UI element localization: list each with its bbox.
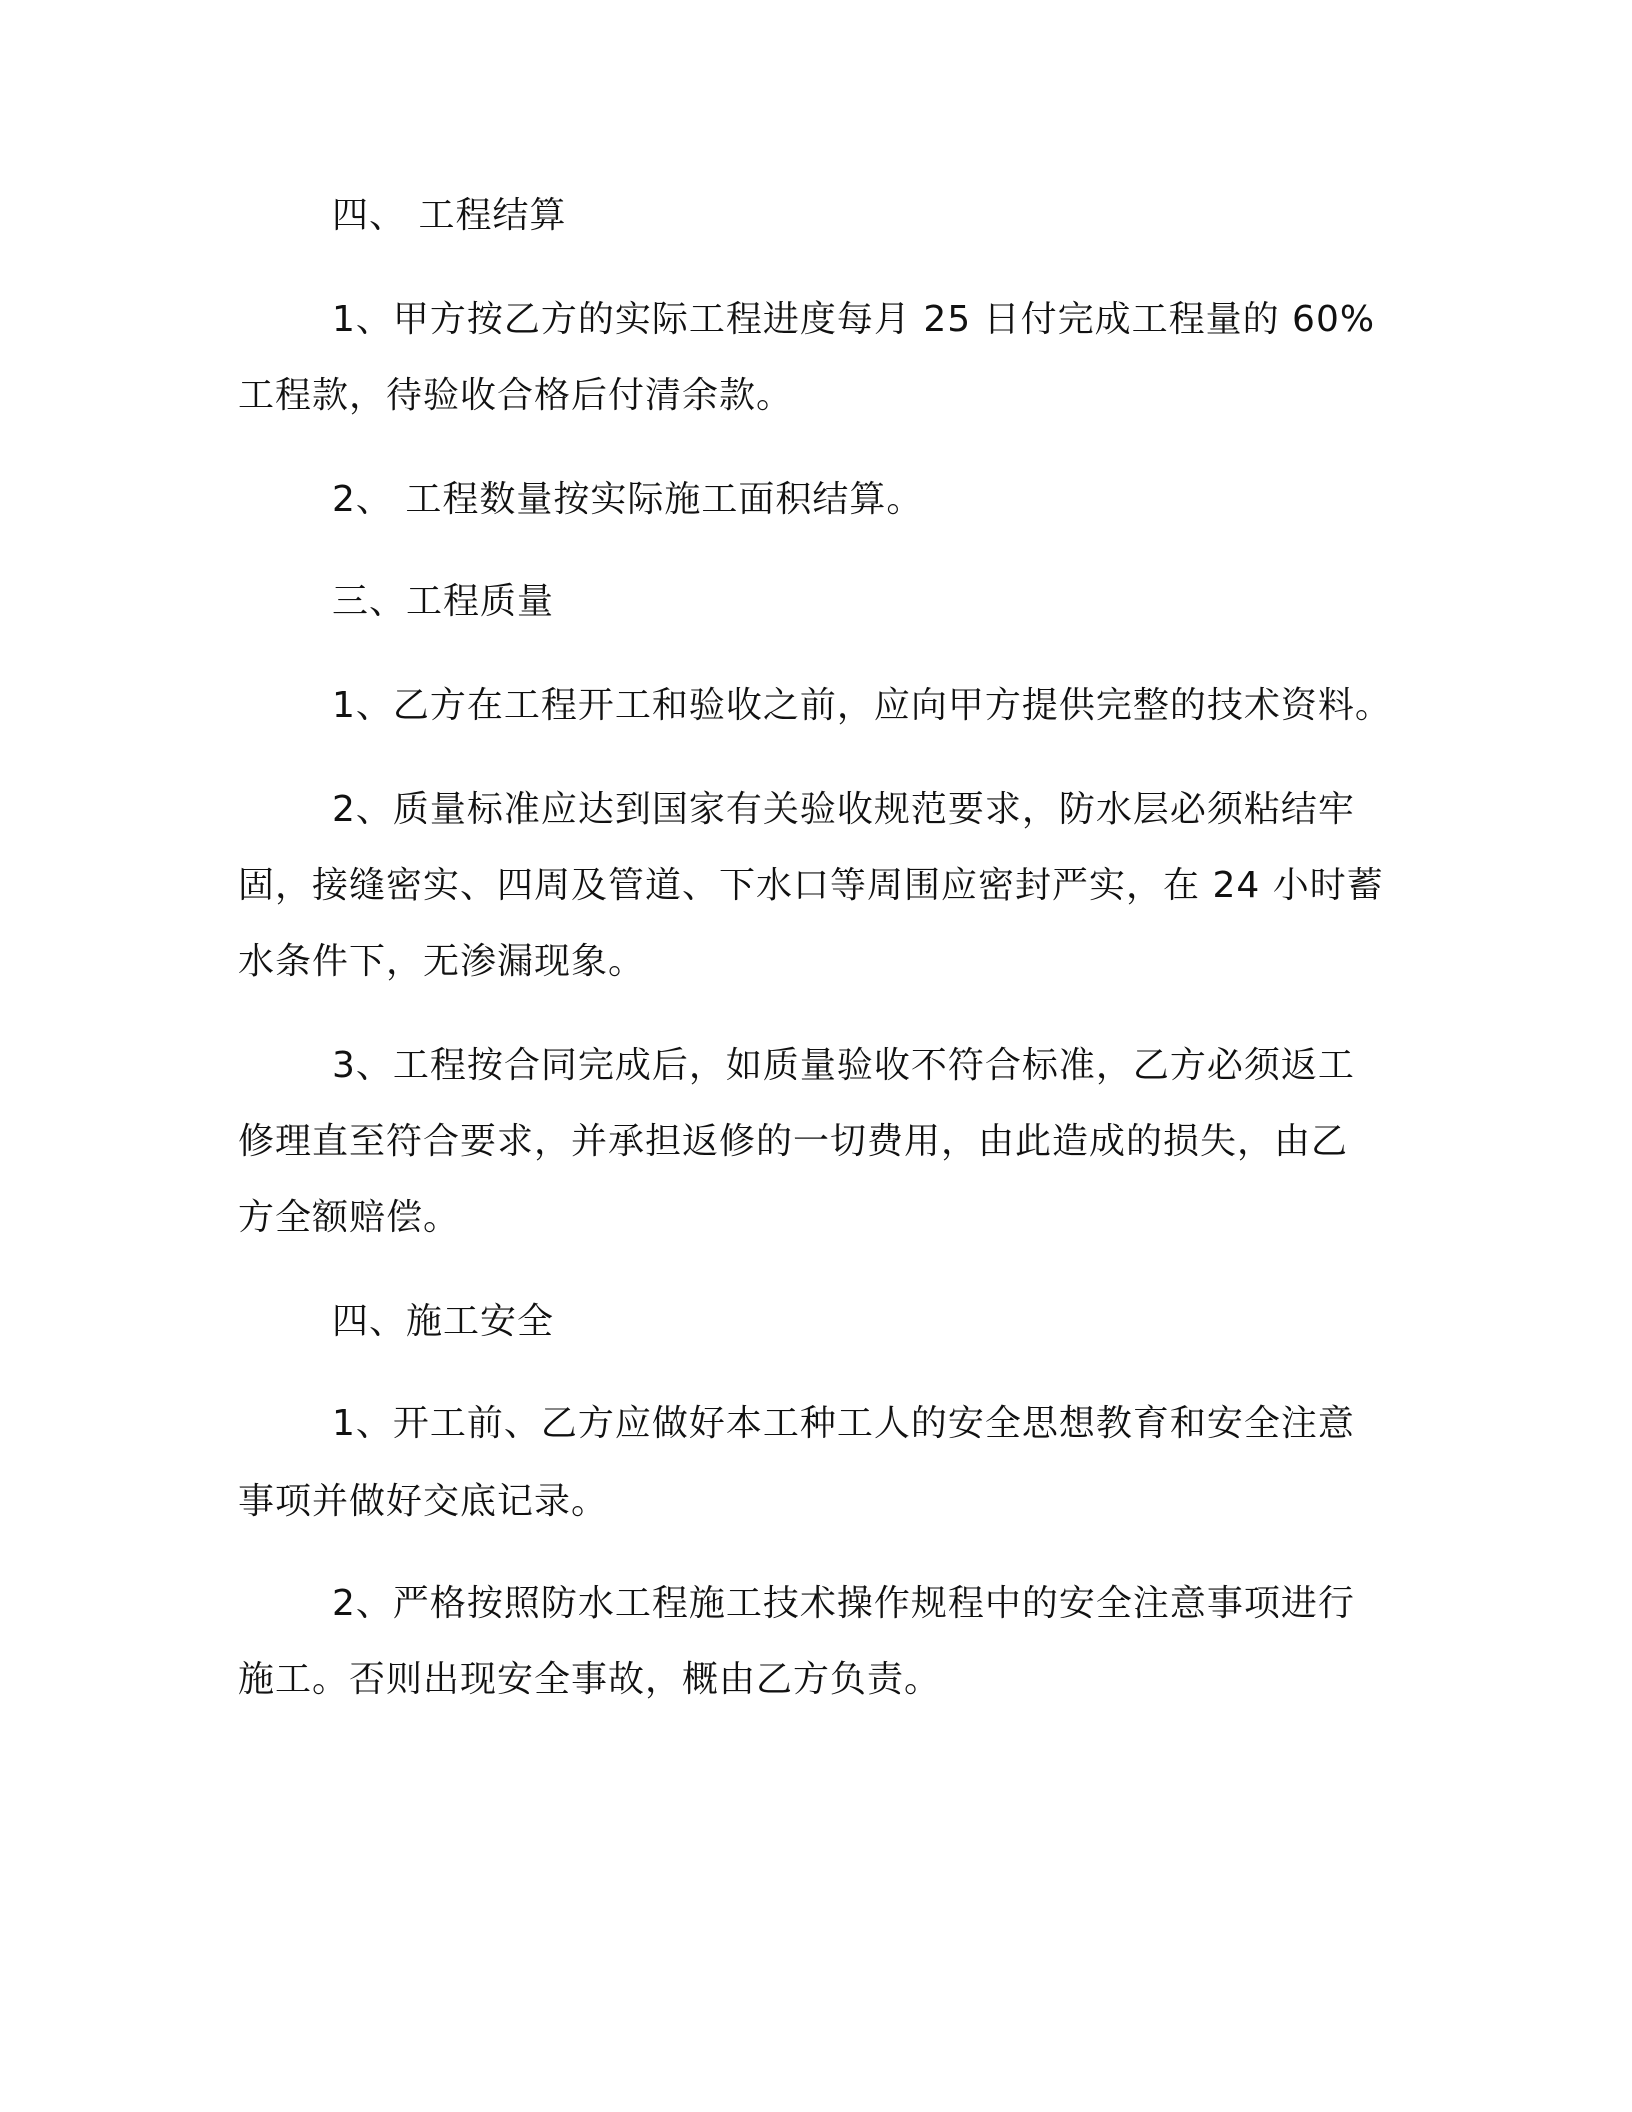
quality-clause-1: 1、乙方在工程开工和验收之前，应向甲方提供完整的技术资料。 [332,685,1392,726]
quality-clause-3-line-1: 3、工程按合同完成后，如质量验收不符合标准，乙方必须返工 [332,1045,1355,1086]
safety-clause-2-line-1: 2、严格按照防水工程施工技术操作规程中的安全注意事项进行 [332,1583,1355,1624]
settlement-clause-1-line-2: 工程款，待验收合格后付清余款。 [238,375,794,416]
heading-project-settlement: 四、 工程结算 [332,195,567,236]
settlement-clause-1-line-1: 1、甲方按乙方的实际工程进度每月 25 日付完成工程量的 60% [332,299,1376,340]
quality-clause-3-line-2: 修理直至符合要求，并承担返修的一切费用，由此造成的损失，由乙 [238,1121,1349,1162]
safety-clause-1-line-2: 事项并做好交底记录。 [238,1481,609,1522]
quality-clause-2-line-2: 固，接缝密实、四周及管道、下水口等周围应密封严实，在 24 小时蓄 [238,865,1384,906]
quality-clause-2-line-3: 水条件下，无渗漏现象。 [238,941,646,982]
settlement-clause-2: 2、 工程数量按实际施工面积结算。 [332,479,924,520]
quality-clause-3-line-3: 方全额赔偿。 [238,1197,461,1238]
quality-clause-2-line-1: 2、质量标准应达到国家有关验收规范要求，防水层必须粘结牢 [332,789,1355,830]
safety-clause-2-line-2: 施工。否则出现安全事故，概由乙方负责。 [238,1659,942,1700]
safety-clause-1-line-1: 1、开工前、乙方应做好本工种工人的安全思想教育和安全注意 [332,1403,1355,1444]
heading-project-quality: 三、工程质量 [332,581,555,622]
heading-construction-safety: 四、施工安全 [332,1301,555,1342]
